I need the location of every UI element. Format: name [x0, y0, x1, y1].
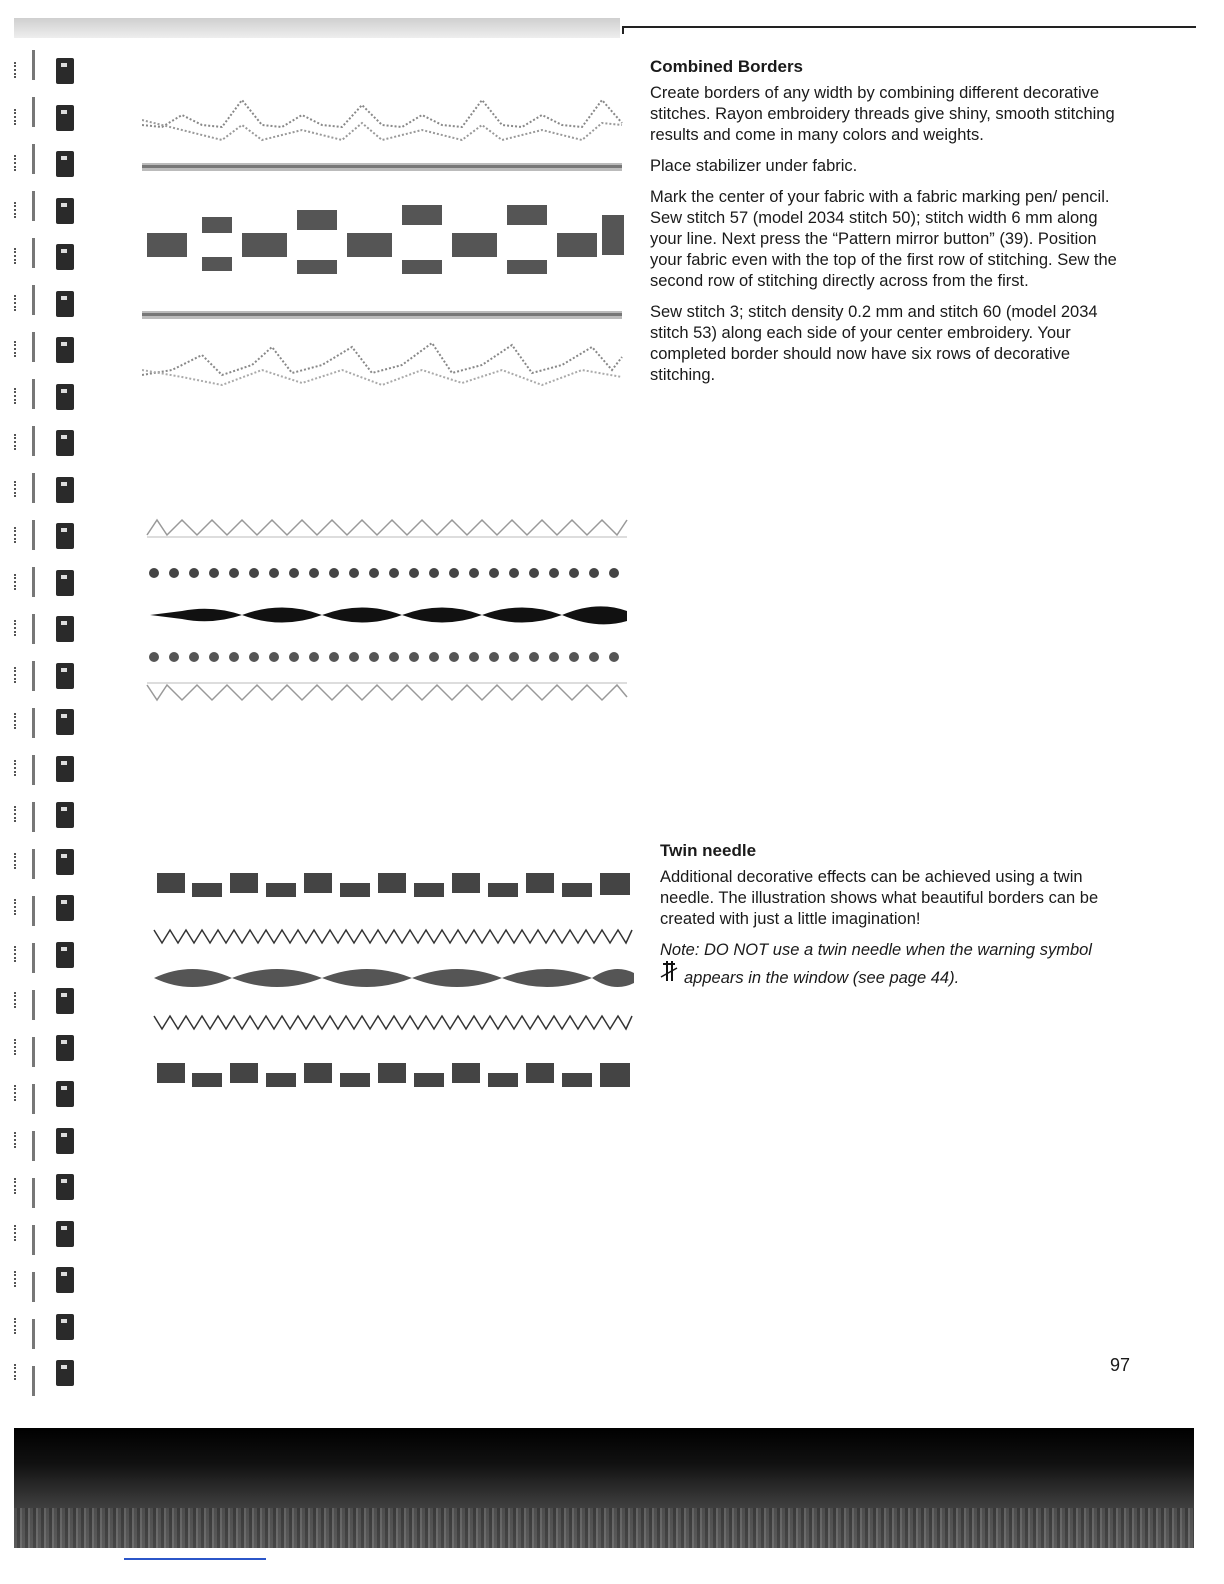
- header-rule: [622, 26, 1196, 34]
- binding-hole: [14, 806, 20, 822]
- binding-hole: [14, 1085, 20, 1101]
- binding-ring: [56, 849, 74, 875]
- binding-hole: [14, 574, 20, 590]
- binding-ring: [56, 1360, 74, 1386]
- binding-ring: [56, 337, 74, 363]
- binding-ring: [56, 1081, 74, 1107]
- binding-hole: [14, 899, 20, 915]
- binding-ring: [56, 988, 74, 1014]
- combined-border-stitch-sample: [142, 85, 627, 395]
- binding-ring: [56, 802, 74, 828]
- binding-hole: [14, 667, 20, 683]
- binding-ring: [56, 1174, 74, 1200]
- binding-ring: [56, 756, 74, 782]
- binding-hole: [14, 853, 20, 869]
- binding-hole: [14, 481, 20, 497]
- binding-ring: [56, 477, 74, 503]
- header-bar: [14, 18, 620, 38]
- binding-hole: [14, 1364, 20, 1380]
- binding-hole: [14, 713, 20, 729]
- twin-needle-paragraph: Additional decorative effects can be achieved using a twin needle. The illustration shows what beautiful borders can be created with just a little imagination!: [660, 868, 1099, 928]
- binding-ring: [56, 570, 74, 596]
- binding-ring: [56, 1267, 74, 1293]
- decorative-stitch-rows-sample: [142, 515, 632, 705]
- binding-hole: [14, 1271, 20, 1287]
- twin-needle-stitch-sample: [152, 868, 637, 1098]
- binding-hole: [14, 155, 20, 171]
- twin-needle-warning-icon: [660, 961, 678, 989]
- binding-ring: [56, 58, 74, 84]
- combined-borders-paragraph: Mark the center of your fabric with a fabric marking pen/ pencil. Sew stitch 57 (model 2034 stitch 50); stitch width 6 mm along your line. Next press the “Pattern mirror button” (39). Position your fabric even with the top of the first row of stitching. Sew the second row of stitching directly across from the first.: [650, 188, 1117, 290]
- binding-hole: [14, 341, 20, 357]
- combined-borders-paragraph: Sew stitch 3; stitch density 0.2 mm and stitch 60 (model 2034 stitch 53) along each side of your center embroidery. Your completed border should now have six rows of decorative stitching.: [650, 303, 1098, 384]
- binding-ring: [56, 942, 74, 968]
- binding-hole: [14, 1178, 20, 1194]
- binding-ring: [56, 384, 74, 410]
- note-line-1: Note: DO NOT use a twin needle when the warning symbol: [660, 941, 1092, 959]
- binding-hole: [14, 527, 20, 543]
- binding-hole: [14, 760, 20, 776]
- note-line-2: appears in the window (see page 44).: [684, 969, 960, 987]
- combined-borders-heading: Combined Borders: [650, 57, 804, 76]
- binding-ring: [56, 244, 74, 270]
- binding-ring: [56, 105, 74, 131]
- binding-hole: [14, 388, 20, 404]
- twin-needle-section: [660, 840, 1140, 999]
- binding-ring: [56, 151, 74, 177]
- binding-hole: [14, 295, 20, 311]
- binding-hole: [14, 992, 20, 1008]
- binding-ring: [56, 523, 74, 549]
- twin-needle-heading: Twin needle: [660, 841, 757, 860]
- binding-hole: [14, 1132, 20, 1148]
- binding-hole: [14, 1318, 20, 1334]
- binding-ring: [56, 1221, 74, 1247]
- combined-borders-paragraph: Create borders of any width by combining different decorative stitches. Rayon embroidery threads give shiny, smooth stitching results and come in many colors and weights.: [650, 84, 1115, 144]
- binding-hole: [14, 946, 20, 962]
- binding-ring: [56, 1128, 74, 1154]
- binding-hole: [14, 202, 20, 218]
- binding-ring: [56, 709, 74, 735]
- binding-hole: [14, 620, 20, 636]
- combined-borders-section: [650, 56, 1130, 396]
- twin-needle-note: [660, 940, 1140, 989]
- binding-hole: [14, 1225, 20, 1241]
- binding-ring: [56, 1314, 74, 1340]
- binding-ring: [56, 430, 74, 456]
- binding-ring: [56, 616, 74, 642]
- binding-ring: [56, 291, 74, 317]
- binding-hole: [14, 62, 20, 78]
- combined-borders-paragraph: Place stabilizer under fabric.: [650, 157, 858, 175]
- binding-hole: [14, 1039, 20, 1055]
- binding-spine: [32, 40, 46, 1440]
- binding-ring: [56, 663, 74, 689]
- binding-ring: [56, 1035, 74, 1061]
- binding-ring: [56, 895, 74, 921]
- binding-hole: [14, 248, 20, 264]
- binding-hole: [14, 109, 20, 125]
- page-number: 97: [1110, 1355, 1131, 1375]
- binding-hole: [14, 434, 20, 450]
- scan-edge-shadow: [14, 1428, 1194, 1548]
- binding-ring: [56, 198, 74, 224]
- scan-edge-mark: [124, 1558, 266, 1560]
